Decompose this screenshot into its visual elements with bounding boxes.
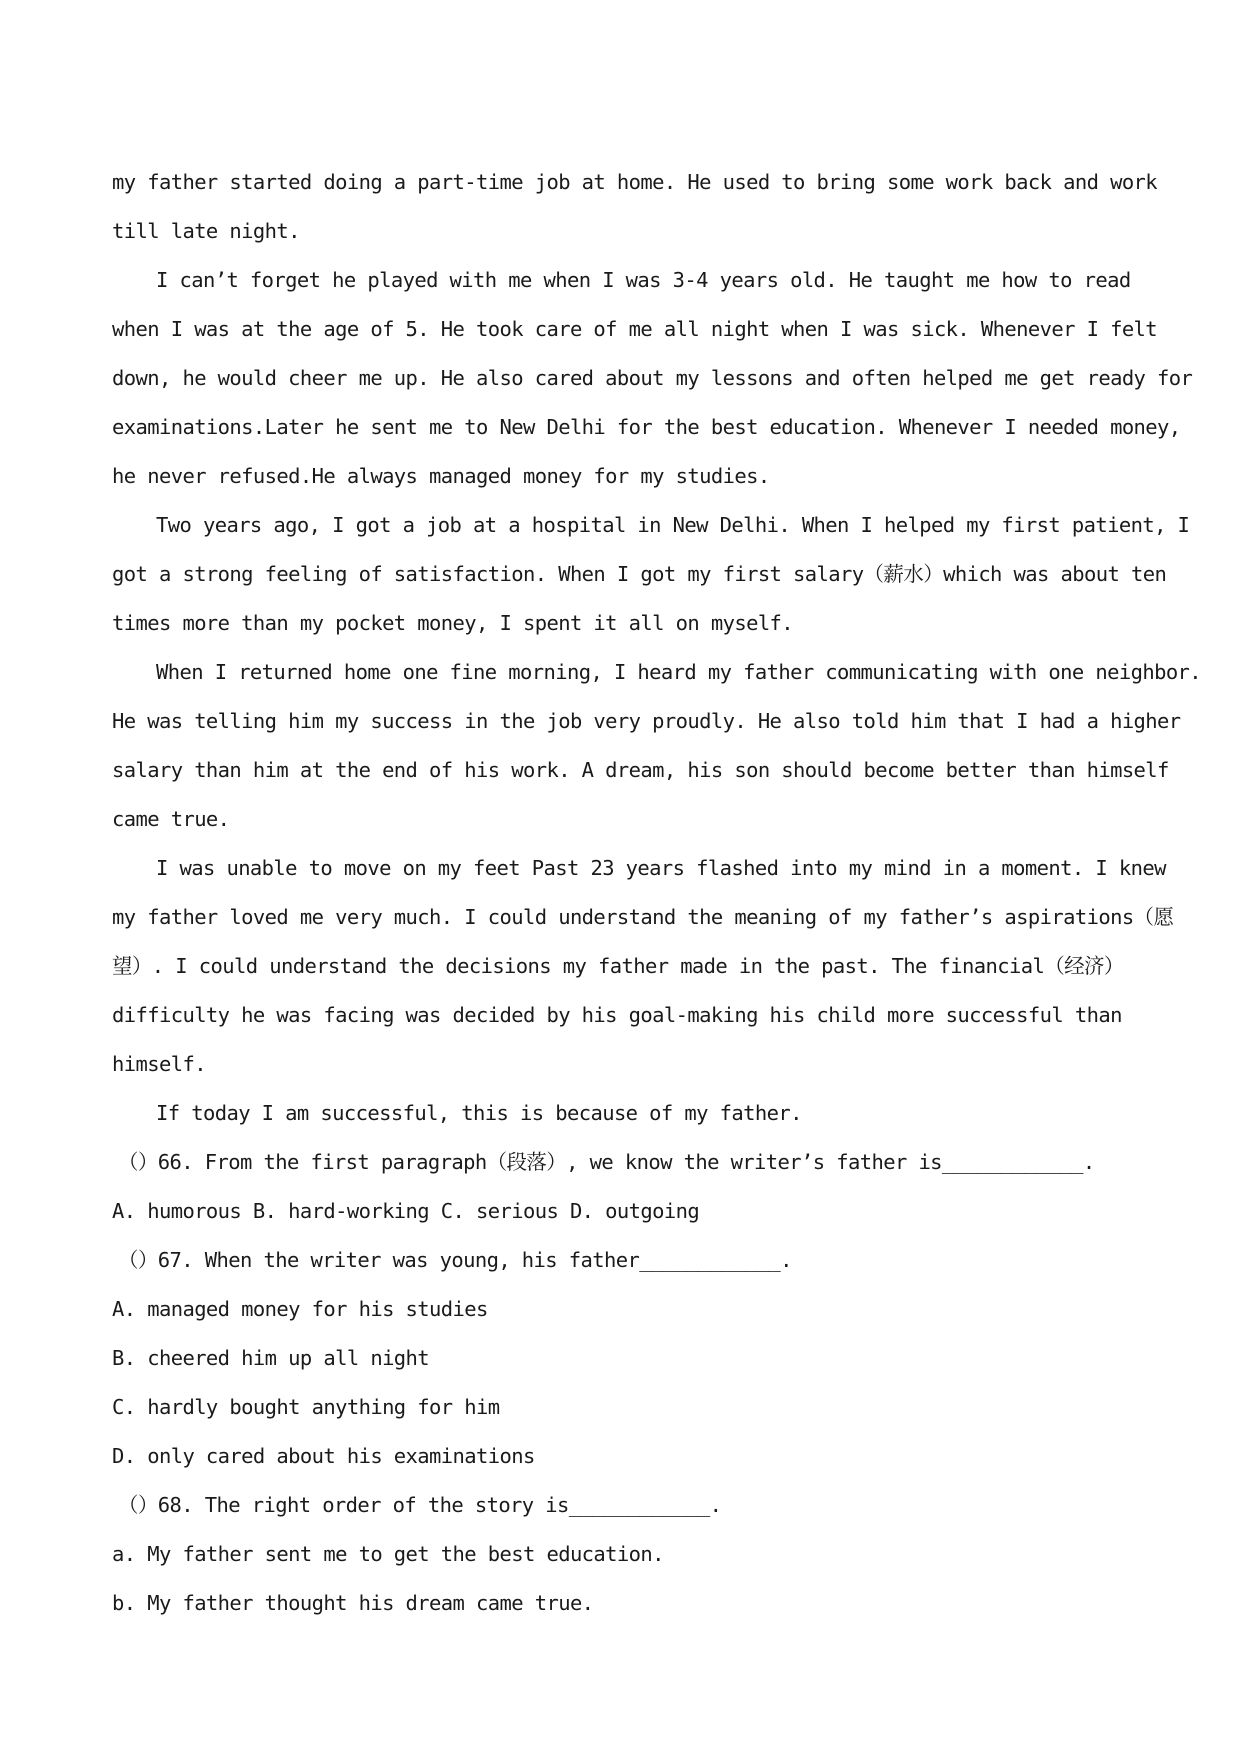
passage-line: when I was at the age of 5. He took care of me all night when I was sick. Whenever I felt bbox=[112, 317, 1158, 341]
passage-line: difficulty he was facing was decided by his goal-making his child more successful than bbox=[112, 1003, 1122, 1027]
passage-line: times more than my pocket money, I spent it all on myself. bbox=[112, 611, 794, 635]
passage-line: Two years ago, I got a job at a hospital in New Delhi. When I helped my first patient, I bbox=[156, 513, 1190, 537]
passage-line: down, he would cheer me up. He also cared about my lessons and often helped me get ready for bbox=[112, 366, 1193, 390]
passage-line: he never refused.He always managed money for my studies. bbox=[112, 464, 770, 488]
question-option: A. managed money for his studies bbox=[112, 1297, 488, 1321]
passage-line: himself. bbox=[112, 1052, 206, 1076]
passage-line: When I returned home one fine morning, I heard my father communicating with one neighbor. bbox=[156, 660, 1202, 684]
passage-line: If today I am successful, this is because of my father. bbox=[156, 1101, 802, 1125]
passage bbox=[112, 158, 1202, 1138]
document-page bbox=[112, 158, 1202, 1628]
passage-line: till late night. bbox=[112, 219, 300, 243]
question-68 bbox=[112, 1481, 1132, 1628]
question-option: a. My father sent me to get the best education. bbox=[112, 1542, 664, 1566]
question-67 bbox=[112, 1236, 1132, 1481]
question-option: B. cheered him up all night bbox=[112, 1346, 430, 1370]
passage-line: I can’t forget he played with me when I was 3-4 years old. He taught me how to read bbox=[156, 268, 1131, 292]
passage-line: salary than him at the end of his work. A dream, his son should become better than himself bbox=[112, 758, 1169, 782]
passage-line: He was telling him my success in the job very proudly. He also told him that I had a higher bbox=[112, 709, 1181, 733]
question-options: A. humorous B. hard-working C. serious D. outgoing bbox=[112, 1199, 700, 1223]
question-option: b. My father thought his dream came true. bbox=[112, 1591, 594, 1615]
passage-line: came true. bbox=[112, 807, 230, 831]
question-stem: （）68. The right order of the story is____________. bbox=[118, 1493, 722, 1517]
passage-line: my father started doing a part-time job at home. He used to bring some work back and work bbox=[112, 170, 1158, 194]
passage-line: got a strong feeling of satisfaction. When I got my first salary（薪水）which was about ten bbox=[112, 562, 1167, 586]
passage-line: my father loved me very much. I could understand the meaning of my father’s aspirations（愿 bbox=[112, 905, 1174, 929]
question-option: D. only cared about his examinations bbox=[112, 1444, 535, 1468]
passage-line: 望）. I could understand the decisions my father made in the past. The financial（经济） bbox=[112, 954, 1124, 978]
question-stem: （）66. From the first paragraph（段落）, we know the writer’s father is____________. bbox=[118, 1150, 1095, 1174]
passage-line: I was unable to move on my feet Past 23 years flashed into my mind in a moment. I knew bbox=[156, 856, 1166, 880]
question-option: C. hardly bought anything for him bbox=[112, 1395, 500, 1419]
passage-line: examinations.Later he sent me to New Delhi for the best education. Whenever I needed money, bbox=[112, 415, 1181, 439]
question-stem: （）67. When the writer was young, his father____________. bbox=[118, 1248, 792, 1272]
question-66 bbox=[112, 1138, 1132, 1236]
